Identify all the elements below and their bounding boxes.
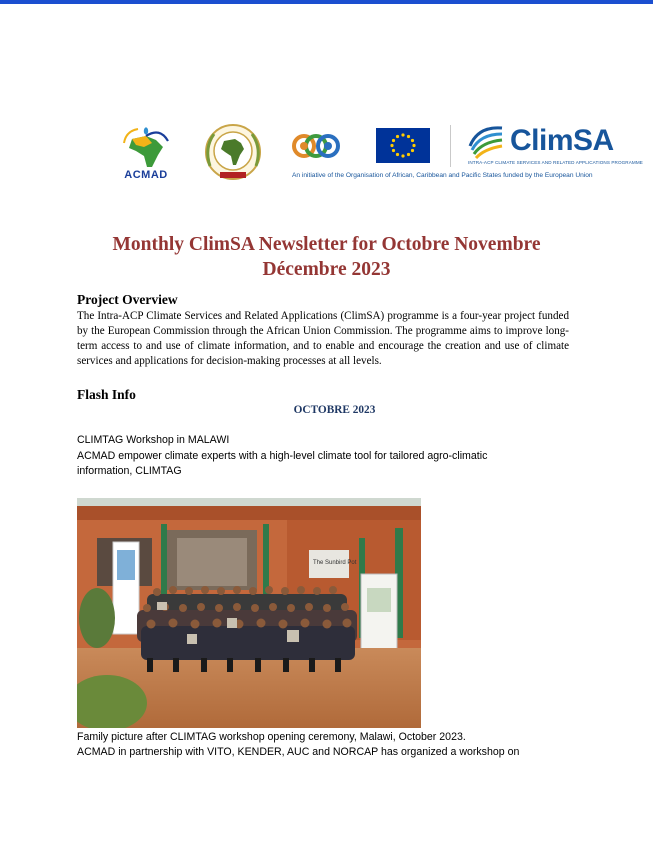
body-text-line: ACMAD in partnership with VITO, KENDER, AUC and NORCAP has organized a workshop on (77, 746, 520, 758)
flash-info-heading: Flash Info (77, 387, 136, 402)
group-photo-image (77, 498, 421, 728)
project-overview-text: The Intra-ACP Climate Services and Related Applications (ClimSA) programme is a four-year project funded by the European Commission through the African Union Commission. The programme aims to improve long-term access to and use of climate information, and to enable and encourage the creation and use of climate services and applications for decision-making processes at all levels. (77, 310, 569, 367)
climsa-swoosh-icon (466, 122, 506, 160)
climsa-subtitle: INTRA-ACP CLIMATE SERVICES AND RELATED APPLICATIONS PROGRAMME (468, 160, 643, 165)
photo-caption: Family picture after CLIMTAG workshop opening ceremony, Malawi, October 2023. (77, 731, 466, 743)
group-photo (77, 498, 421, 728)
oacps-icon (290, 128, 342, 164)
month-heading: OCTOBRE 2023 (293, 404, 376, 416)
logo-divider (450, 125, 451, 167)
eu-flag-logo (376, 128, 430, 163)
eu-flag-icon (376, 128, 430, 163)
title-line-2: Décembre 2023 (262, 259, 391, 280)
project-overview-heading: Project Overview (77, 292, 178, 307)
photo-sign-text: The Sunbird Pot (313, 560, 357, 566)
workshop-title: CLIMTAG Workshop in MALAWI (77, 434, 230, 446)
acmad-wordmark: ACMAD (124, 169, 168, 181)
initiative-line: An initiative of the Organisation of African, Caribbean and Pacific States funded by the European Union (292, 172, 593, 179)
workshop-subtitle-line-1: ACMAD empower climate experts with a high-level climate tool for tailored agro-climatic (77, 450, 488, 462)
workshop-subtitle-line-2: information, CLIMTAG (77, 465, 182, 477)
oacps-logo (290, 128, 342, 164)
african-union-emblem-icon (200, 122, 266, 184)
climsa-wordmark: ClimSA (510, 124, 614, 157)
african-union-logo (200, 122, 266, 184)
title-line-1: Monthly ClimSA Newsletter for Octobre Novembre (112, 234, 541, 255)
newsletter-title (60, 232, 593, 282)
acmad-logo (116, 123, 176, 183)
acmad-africa-icon (116, 123, 176, 171)
top-border (0, 0, 653, 4)
climsa-logo (466, 122, 643, 168)
